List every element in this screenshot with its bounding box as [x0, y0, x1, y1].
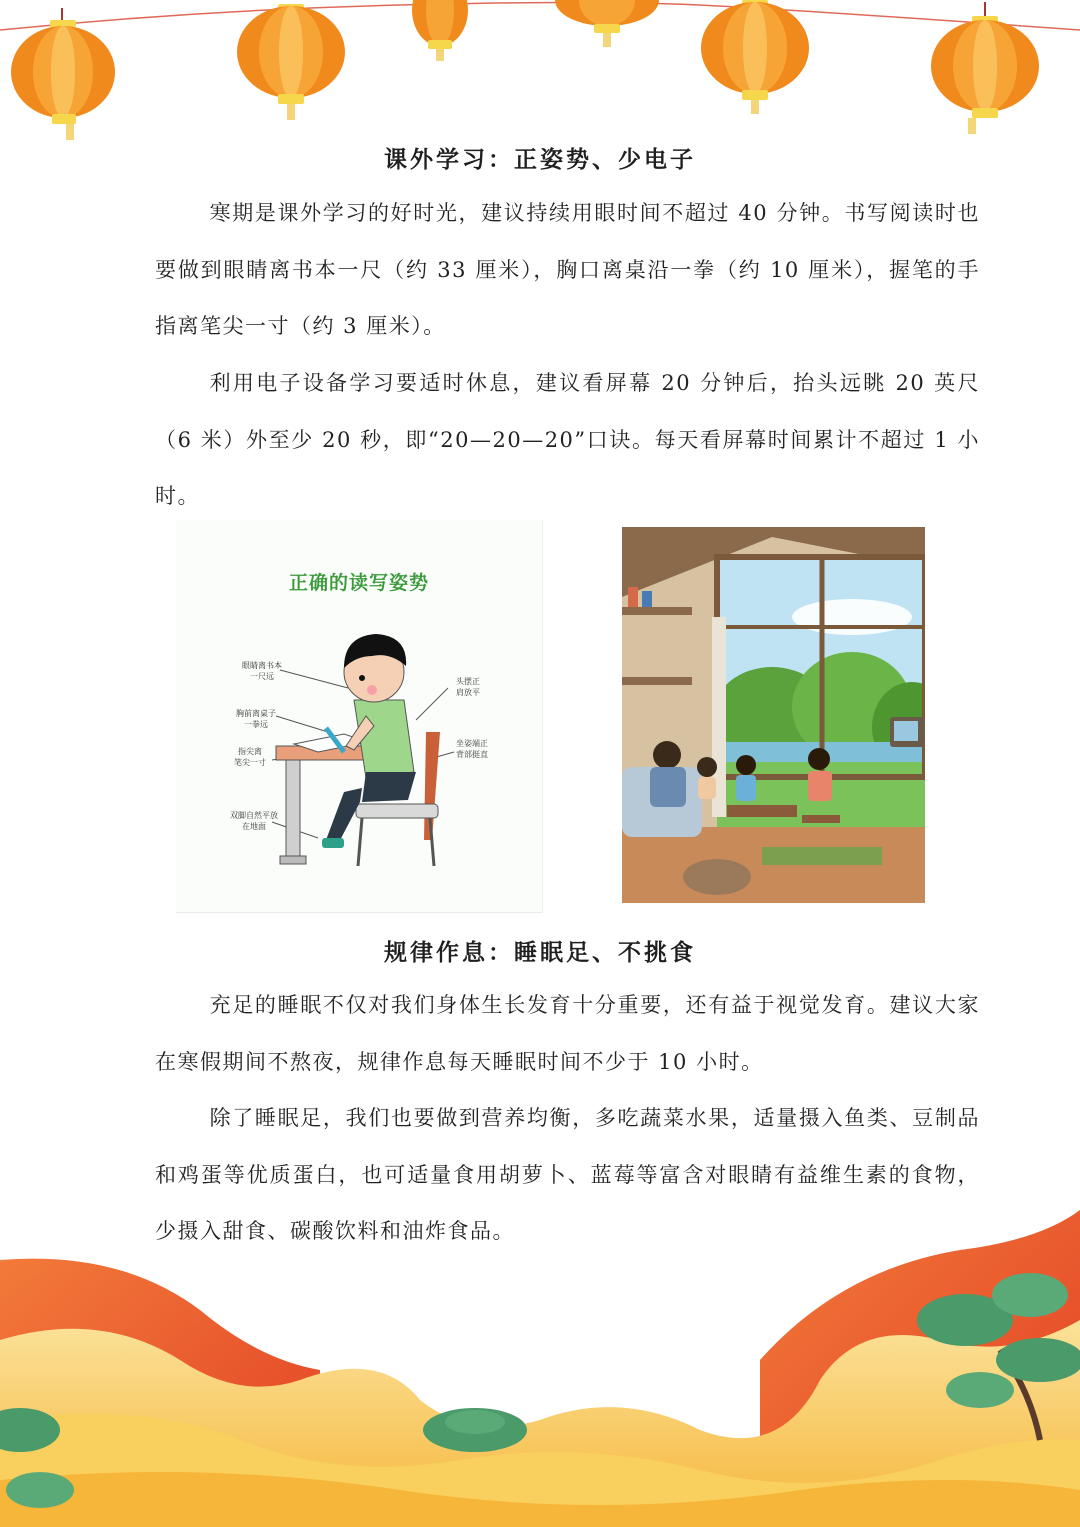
label-sit-upright: 坐姿端正 背部挺直: [456, 739, 488, 759]
section-title-routine: 规律作息：睡眠足、不挑食: [384, 939, 696, 966]
paragraph-screen-time: 利用电子设备学习要适时休息，建议看屏幕 20 分钟后，抬头远眺 20 英尺（6 米）外至少 20 秒，即“20—20—20”口诀。每天看屏幕时间累计不超过 1 小时。: [155, 371, 980, 508]
lantern-icon: [701, 0, 809, 114]
label-chest-distance: 胸前离桌子 一拳远: [236, 709, 276, 729]
label-finger-distance: 指尖离 笔尖一寸: [234, 747, 266, 767]
footer-cloud-mountain-decoration: [0, 1190, 1080, 1527]
label-eye-distance: 眼睛离书本 一尺远: [242, 661, 282, 681]
paragraph-study-eye-distance: 寒期是课外学习的好时光，建议持续用眼时间不超过 40 分钟。书写阅读时也要做到眼睛离书本一尺（约 33 厘米），胸口离桌沿一拳（约 10 厘米），握笔的手指离笔尖一寸（约 3 厘米）。: [155, 201, 980, 338]
label-feet-flat: 双脚自然平放 在地面: [230, 811, 278, 831]
lantern-decoration: [0, 0, 1080, 150]
lantern-icon: [412, 0, 468, 61]
lantern-icon: [555, 0, 659, 47]
posture-illustration-title: 正确的读写姿势: [288, 572, 429, 594]
section-title-study: 课外学习：正姿势、少电子: [384, 146, 696, 173]
paragraph-nutrition: 除了睡眠足，我们也要做到营养均衡，多吃蔬菜水果，适量摄入鱼类、豆制品和鸡蛋等优质蛋白，也可适量食用胡萝卜、蓝莓等富含对眼睛有益维生素的食物，少摄入甜食、碳酸饮料和油炸食品。: [155, 1106, 980, 1243]
lantern-icon: [931, 2, 1039, 134]
paragraph-sleep: 充足的睡眠不仅对我们身体生长发育十分重要，还有益于视觉发育。建议大家在寒假期间不熬夜，规律作息每天睡眠时间不少于 10 小时。: [155, 993, 980, 1074]
pine-tree-icon: [423, 1408, 527, 1452]
posture-illustration: [176, 520, 543, 913]
lantern-icon: [237, 4, 345, 120]
family-room-illustration: [622, 527, 925, 903]
label-head-straight: 头摆正 肩放平: [456, 677, 480, 697]
